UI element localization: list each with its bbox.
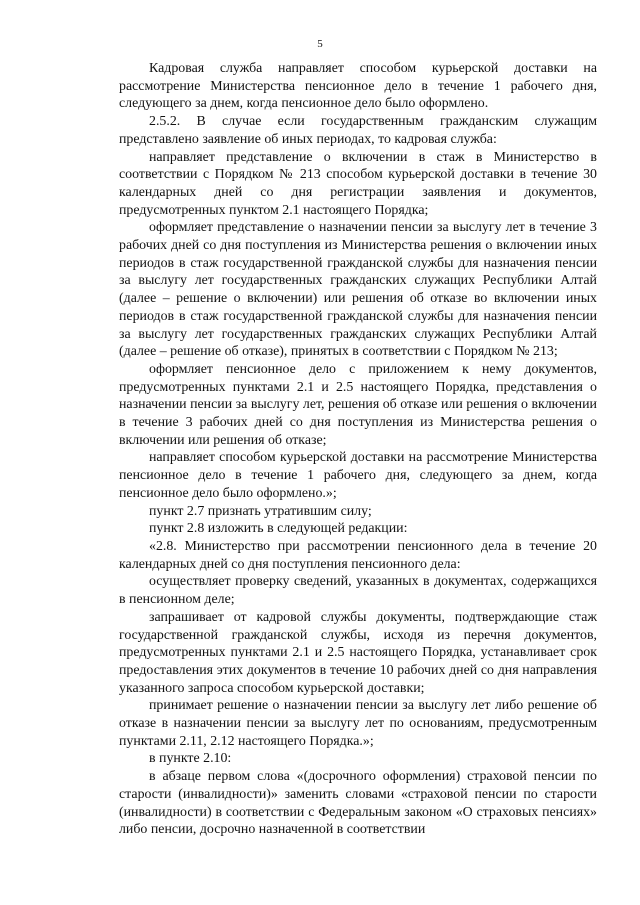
document-body (119, 60, 597, 839)
paragraph: направляет способом курьерской доставки на рассмотрение Министерства пенсионное дело в течение 1 рабочего дня, следующего за днем, когда пенсионное дело было оформлено.»; (119, 450, 597, 501)
paragraph: 2.5.2. В случае если государственным гражданским служащим представлено заявление об иных периодах, то кадровая служба: (119, 114, 597, 147)
paragraph: запрашивает от кадровой службы документы, подтверждающие стаж государственной гражданской службы, исходя из перечня документов, предусмотренных пунктами 2.1 и 2.5 настоящего Порядка, устанавливает срок предоставления этих документов в течение 10 рабочих дней со дня направления указанного запроса способом курьерской доставки; (119, 609, 597, 696)
paragraph: направляет представление о включении в стаж в Министерство в соответствии с Порядком № 213 способом курьерской доставки в течение 30 календарных дней со дня регистрации заявления и документов, предусмотренных пунктом 2.1 настоящего Порядка; (119, 149, 597, 218)
paragraph: в абзаце первом слова «(досрочного оформления) страховой пенсии по старости (инвалидности)» заменить словами «страховой пенсии по старости (инвалидности) в соответствии с Федеральным законом «О страховых пенсиях» либо пенсии, досрочно назначенной в соответствии (119, 769, 597, 838)
paragraph: «2.8. Министерство при рассмотрении пенсионного дела в течение 20 календарных дней со дня поступления пенсионного дела: (119, 538, 597, 572)
paragraph: принимает решение о назначении пенсии за выслугу лет либо решение об отказе в назначении пенсии за выслугу лет по основаниям, предусмотренным пунктами 2.11, 2.12 настоящего Порядка.»; (119, 698, 597, 749)
paragraph: осуществляет проверку сведений, указанных в документах, содержащихся в пенсионном деле; (119, 574, 597, 608)
paragraph: пункт 2.7 признать утратившим силу; (149, 503, 372, 519)
paragraph: оформляет пенсионное дело с приложением к нему документов, предусмотренных пунктами 2.1 и 2.5 настоящего Порядка, представления о назначении пенсии за выслугу лет, решения об отказе или решения о включении в течение 3 рабочих дней со дня поступления из Министерства решения о включении или решения об отказе; (119, 361, 597, 448)
paragraph: пункт 2.8 изложить в следующей редакции: (149, 521, 408, 537)
paragraph: в пункте 2.10: (149, 751, 232, 767)
paragraph: Кадровая служба направляет способом курьерской доставки на рассмотрение Министерства пенсионное дело в течение 1 рабочего дня, следующего за днем, когда пенсионное дело было оформлено. (119, 61, 597, 112)
page-number: 5 (317, 38, 323, 50)
paragraph: оформляет представление о назначении пенсии за выслугу лет в течение 3 рабочих дней со дня поступления из Министерства решения о включении иных периодов в стаж государственной гражданской службы для назначения пенсии за выслугу лет государственных гражданских служащих Республики Алтай (далее – решение о включении) или решения об отказе во включении иных периодов в стаж государственной гражданской службы для назначения пенсии за выслугу лет государственных гражданских служащих Республики Алтай (далее – решение об отказе), принятых в соответствии с Порядком № 213; (119, 220, 597, 360)
